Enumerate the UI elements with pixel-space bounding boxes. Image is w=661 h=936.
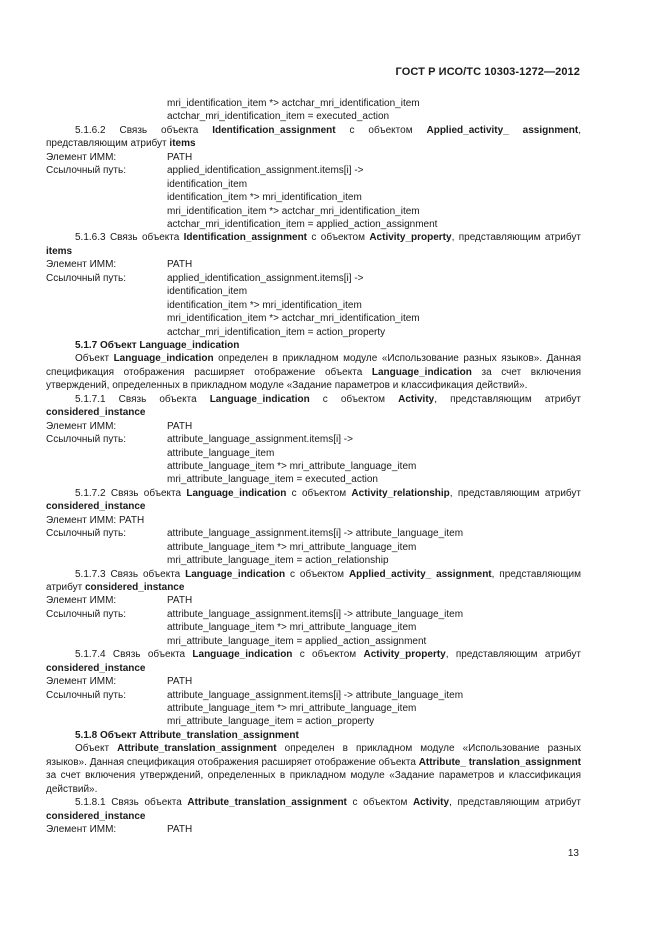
paragraph: [46, 742, 581, 796]
field-value: PATH: [167, 595, 193, 607]
bold-term: 5.1.7 Объект Language_indication: [75, 339, 240, 351]
bold-term: Activity_relationship: [351, 487, 450, 499]
text-run: , представляющим атрибут: [451, 232, 581, 244]
bold-term: Activity: [412, 797, 450, 809]
section-heading: [46, 729, 581, 742]
field-label: Ссылочный путь:: [46, 689, 126, 701]
path-text: mri_attribute_language_item = executed_action: [167, 474, 378, 486]
path-line: [46, 326, 581, 339]
text-run: Объект: [75, 743, 118, 755]
bold-term: considered_instance: [46, 810, 146, 822]
path-line: [46, 312, 581, 325]
text-run: с объектом: [292, 649, 364, 661]
bold-term: 5.1.8 Объект Attribute_translation_assignment: [75, 729, 299, 741]
path-text: identification_item: [167, 178, 248, 190]
document-body: [46, 97, 581, 836]
field-row: [46, 258, 581, 271]
field-row: [46, 514, 581, 527]
text-run: с объектом: [285, 568, 349, 580]
text-run: 5.1.7.1 Связь объекта: [75, 393, 210, 405]
path-text: mri_attribute_language_item = applied_action_assignment: [167, 635, 427, 647]
path-line: [46, 299, 581, 312]
bold-term: Identification_assignment: [183, 232, 308, 244]
bold-term: Language_indication: [192, 649, 293, 661]
field-row: [46, 151, 581, 164]
path-line: [46, 178, 581, 191]
bold-term: Activity_property: [369, 232, 452, 244]
field-label: Ссылочный путь:: [46, 528, 126, 540]
text-run: с объектом: [309, 393, 399, 405]
path-line: [46, 460, 581, 473]
field-label: Ссылочный путь:: [46, 165, 126, 177]
text-run: 5.1.6.2 Связь объекта: [75, 124, 213, 136]
document-header: ГОСТ Р ИСО/ТС 10303-1272—2012: [395, 66, 580, 78]
text-run: , представляющим атрибут: [46, 568, 581, 593]
field-row: [46, 527, 581, 540]
bold-term: Language_indication: [185, 568, 286, 580]
field-row: [46, 420, 581, 433]
field-value: PATH: [167, 151, 193, 163]
field-row: [46, 823, 581, 836]
bold-term: considered_instance: [46, 407, 146, 419]
field-row: [46, 164, 581, 177]
field-value: attribute_language_assignment.items[i] -> attribute_language_item: [167, 608, 464, 620]
paragraph: [46, 487, 581, 514]
text-run: с объектом: [335, 124, 427, 136]
path-text: actchar_mri_identification_item = applied_action_assignment: [167, 218, 438, 230]
text-run: , представляющим атрибут: [449, 797, 581, 809]
text-run: , представляющим атрибут: [445, 649, 581, 661]
text-run: , представляющим атрибут: [449, 487, 581, 499]
paragraph: [46, 796, 581, 823]
path-text: attribute_language_item *> mri_attribute_language_item: [167, 702, 417, 714]
field-value: attribute_language_assignment.items[i] ->: [167, 434, 353, 446]
path-line: [46, 635, 581, 648]
path-line: [46, 205, 581, 218]
path-line: [46, 702, 581, 715]
paragraph: [46, 352, 581, 392]
field-label: Ссылочный путь:: [46, 608, 126, 620]
path-text: mri_attribute_language_item = action_relationship: [167, 555, 389, 567]
paragraph: [46, 393, 581, 420]
field-label: Элемент ИММ:: [46, 823, 117, 835]
bold-term: Language_indication: [371, 366, 472, 378]
text-run: , представляющим атрибут: [434, 393, 581, 405]
path-text: attribute_language_item *> mri_attribute_language_item: [167, 460, 417, 472]
path-line: [46, 191, 581, 204]
field-label: Ссылочный путь:: [46, 434, 126, 446]
field-value: attribute_language_assignment.items[i] -> attribute_language_item: [167, 528, 464, 540]
field-value: applied_identification_assignment.items[i] ->: [167, 272, 364, 284]
path-text: attribute_language_item *> mri_attribute_language_item: [167, 622, 417, 634]
path-line: [46, 110, 581, 123]
field-row: [46, 608, 581, 621]
field-label: Элемент ИММ:: [46, 595, 117, 607]
path-line: [46, 218, 581, 231]
bold-term: considered_instance: [46, 662, 146, 674]
bold-term: Attribute_ translation_assignment: [418, 756, 581, 768]
path-text: identification_item: [167, 286, 248, 298]
path-line: [46, 541, 581, 554]
paragraph: [46, 568, 581, 595]
field-value: PATH: [167, 676, 193, 688]
path-line: [46, 554, 581, 567]
text-run: 5.1.7.4 Связь объекта: [75, 649, 193, 661]
path-text: mri_identification_item *> actchar_mri_identification_item: [167, 313, 420, 325]
field-label: Элемент ИММ:: [46, 259, 117, 271]
field-row: [46, 272, 581, 285]
bold-term: Applied_activity_ assignment: [426, 124, 579, 136]
bold-term: Language_indication: [113, 353, 214, 365]
text-run: , представляющим атрибут: [46, 124, 581, 150]
field-label: Элемент ИММ:: [46, 676, 117, 688]
field-label: Элемент ИММ:: [46, 420, 117, 432]
path-text: identification_item *> mri_identification_item: [167, 192, 362, 204]
path-text: mri_attribute_language_item = action_property: [167, 716, 375, 728]
bold-term: considered_instance: [84, 581, 185, 593]
bold-term: Applied_activity_ assignment: [348, 568, 492, 580]
field-label: Элемент ИММ:: [46, 151, 117, 163]
path-text: actchar_mri_identification_item = action_property: [167, 326, 386, 338]
path-line: [46, 715, 581, 728]
bold-term: Language_indication: [186, 487, 287, 499]
section-heading: [46, 339, 581, 352]
text-run: определен в прикладном модуле «Использование разных языков». Данная спецификация отображения расширяет отображение объекта: [46, 353, 581, 378]
text-run: с объектом: [346, 797, 413, 809]
field-row: [46, 433, 581, 446]
path-text: attribute_language_item *> mri_attribute_language_item: [167, 541, 417, 553]
path-line: [46, 447, 581, 460]
paragraph: [46, 231, 581, 258]
bold-term: Activity_property: [363, 649, 446, 661]
bold-term: Language_indication: [209, 393, 310, 405]
text-run: за счет включения утверждений, определенных в прикладном модуле «Задание параметров и классификация действий».: [46, 770, 581, 795]
field-row: [46, 689, 581, 702]
bold-term: Attribute_translation_assignment: [187, 797, 347, 809]
path-line: [46, 473, 581, 486]
field-value: attribute_language_assignment.items[i] -> attribute_language_item: [167, 689, 464, 701]
path-text: mri_identification_item *> actchar_mri_identification_item: [167, 205, 420, 217]
field-value: applied_identification_assignment.items[i] ->: [167, 165, 364, 177]
paragraph: [46, 124, 581, 151]
text-run: определен в прикладном модуле «Использование разных языков». Данная спецификация отображения расширяет отображение объекта: [46, 743, 581, 768]
text-run: с объектом: [286, 487, 352, 499]
bold-term: Activity: [398, 393, 435, 405]
text-run: за счет включения утверждений, определенных в прикладном модуле «Задание параметров и классификация действий».: [46, 366, 581, 392]
paragraph: [46, 648, 581, 675]
field-text: Элемент ИММ: PATH: [46, 514, 145, 526]
text-run: Объект: [75, 353, 114, 365]
path-text: attribute_language_item: [167, 447, 275, 459]
bold-term: considered_instance: [46, 501, 146, 513]
field-value: PATH: [167, 259, 193, 271]
text-run: 5.1.7.2 Связь объекта: [75, 487, 187, 499]
text-run: с объектом: [307, 232, 370, 244]
bold-term: items: [46, 245, 73, 257]
path-line: [46, 285, 581, 298]
text-run: 5.1.6.3 Связь объекта: [75, 232, 184, 244]
path-line: [46, 97, 581, 110]
field-row: [46, 594, 581, 607]
field-value: PATH: [167, 823, 193, 835]
field-label: Ссылочный путь:: [46, 272, 126, 284]
bold-term: items: [169, 138, 196, 150]
path-text: mri_identification_item *> actchar_mri_identification_item: [167, 98, 420, 109]
path-text: actchar_mri_identification_item = executed_action: [167, 111, 390, 123]
path-line: [46, 621, 581, 634]
field-value: PATH: [167, 420, 193, 432]
text-run: 5.1.8.1 Связь объекта: [75, 797, 188, 809]
text-run: 5.1.7.3 Связь объекта: [75, 568, 186, 580]
path-text: identification_item *> mri_identification_item: [167, 299, 362, 311]
bold-term: Attribute_translation_assignment: [117, 743, 277, 755]
page-number: 13: [567, 848, 579, 859]
field-row: [46, 675, 581, 688]
bold-term: Identification_assignment: [212, 124, 336, 136]
